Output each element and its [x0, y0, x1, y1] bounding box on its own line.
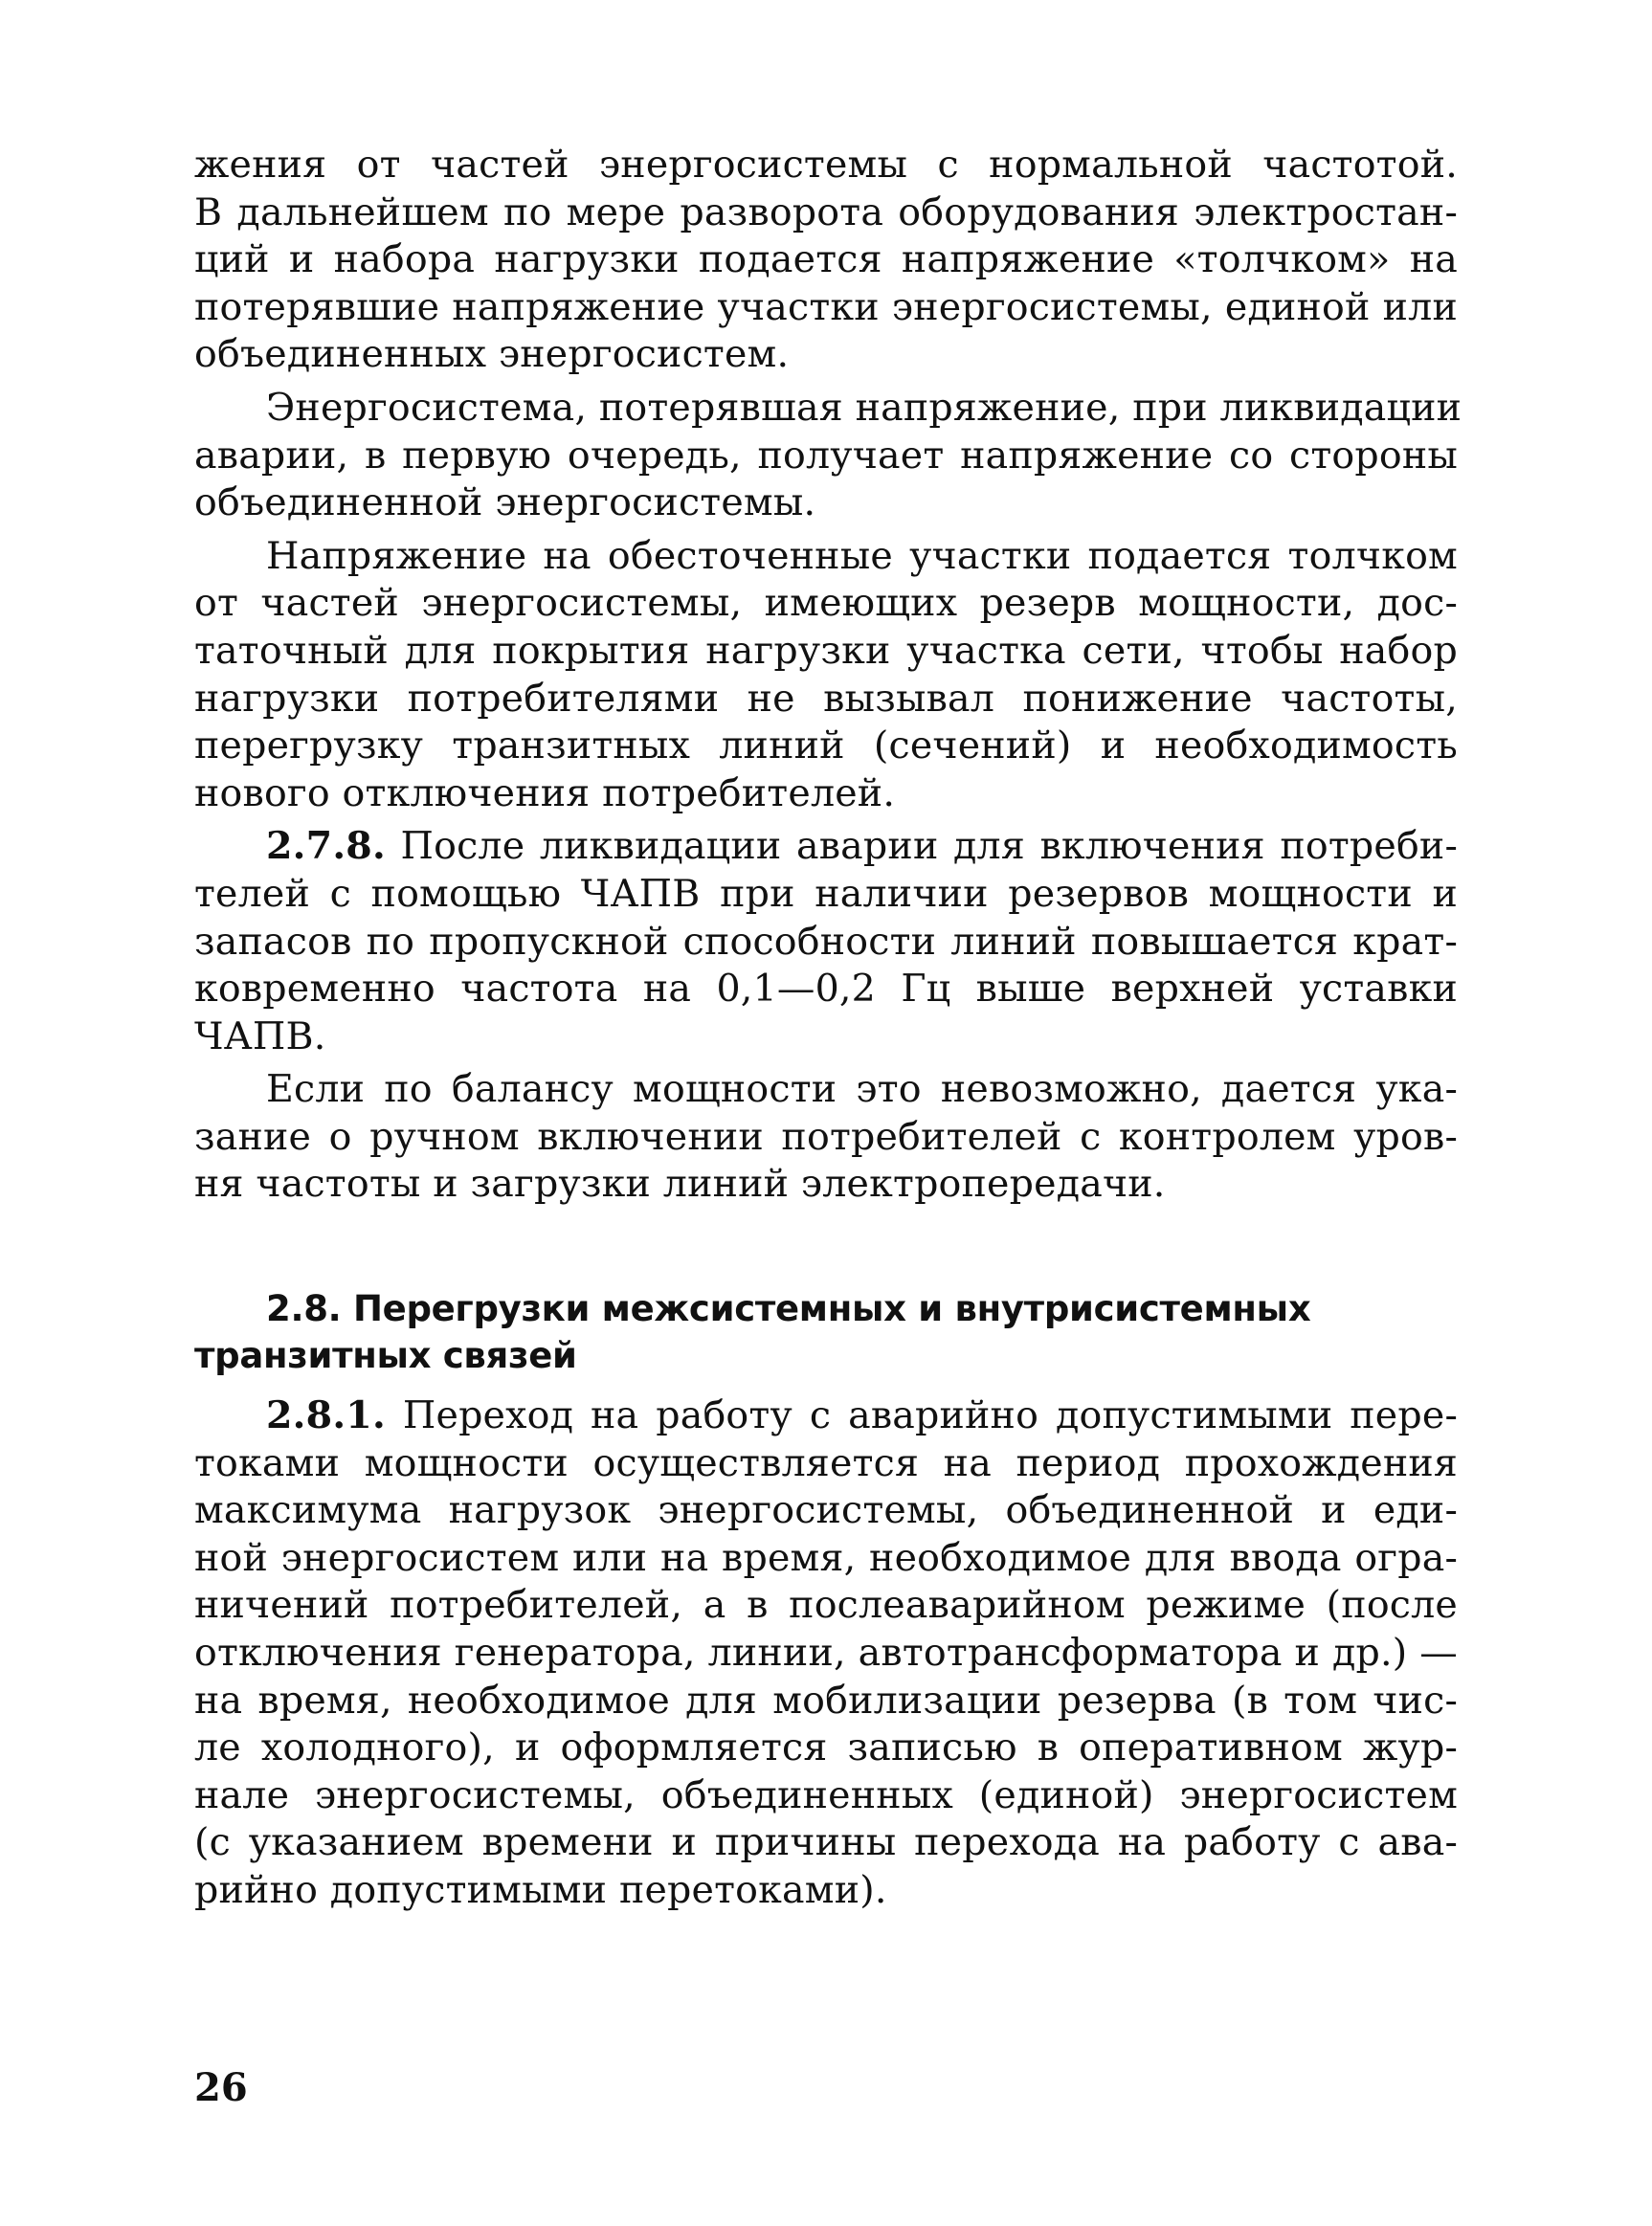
text-line: В дальнейшем по мере разворота оборудования электростан- [194, 189, 1458, 234]
text-run: После ликвидации аварии для включения потреби- [385, 824, 1458, 869]
paragraph-2-7-8 [194, 823, 1458, 1060]
text-line: ничений потребителей, а в послеаварийном режиме (после [194, 1583, 1458, 1628]
text-line: нале энергосистемы, объединенных (единой) энергосистем [194, 1772, 1458, 1817]
paragraph [194, 533, 1458, 818]
text-line: на время, необходимое для мобилизации резерва (в том чис- [194, 1678, 1458, 1723]
paragraph [194, 142, 1458, 379]
text-line: Энергосистема, потерявшая напряжение, при ликвидации [266, 385, 1462, 430]
text-line: ле холодного), и оформляется записью в оперативном жур- [194, 1725, 1458, 1770]
text-line: от частей энергосистемы, имеющих резерв мощности, дос- [194, 581, 1458, 626]
text-line: объединенной энергосистемы. [194, 480, 816, 525]
text-line: аварии, в первую очередь, получает напряжение со стороны [194, 433, 1458, 478]
section-heading [194, 1285, 1458, 1379]
text-line: ЧАПВ. [194, 1013, 326, 1058]
text-line [194, 1392, 1458, 1440]
text-line: нагрузки потребителями не вызывал понижение частоты, [194, 676, 1458, 721]
text-line: ций и набора нагрузки подается напряжение «толчком» на [194, 237, 1458, 282]
body-text [194, 142, 1462, 1915]
text-run: Переход на работу с аварийно допустимыми пере- [385, 1393, 1458, 1438]
text-line: (с указанием времени и причины перехода на работу с ава- [194, 1820, 1458, 1865]
text-line: ковременно частота на 0,1—0,2 Гц выше верхней уставки [194, 967, 1458, 1012]
text-line: объединенных энергосистем. [194, 332, 790, 377]
clause-number: 2.7.8. [266, 824, 386, 869]
paragraph [194, 1066, 1458, 1209]
text-line: ня частоты и загрузки линий электропередачи. [194, 1162, 1166, 1207]
paragraph [194, 385, 1462, 527]
text-line: отключения генератора, линии, автотрансформатора и др.) — [194, 1631, 1458, 1676]
paragraph-2-8-1 [194, 1392, 1458, 1915]
text-line: токами мощности осуществляется на период прохождения [194, 1440, 1458, 1485]
text-line: Напряжение на обесточенные участки подается толчком [266, 533, 1458, 578]
text-line: максимума нагрузок энергосистемы, объединенной и еди- [194, 1488, 1458, 1533]
text-line [194, 823, 1458, 871]
text-line: ной энергосистем или на время, необходимое для ввода огра- [194, 1535, 1458, 1580]
text-line: Если по балансу мощности это невозможно, дается ука- [266, 1067, 1458, 1112]
heading-line: транзитных связей [194, 1335, 577, 1377]
page-number: 26 [194, 2065, 248, 2110]
text-line: таточный для покрытия нагрузки участка сети, чтобы набор [194, 628, 1458, 673]
text-line: телей с помощью ЧАПВ при наличии резервов мощности и [194, 871, 1458, 916]
heading-line: 2.8. Перегрузки межсистемных и внутрисистемных [266, 1288, 1311, 1330]
clause-number: 2.8.1. [266, 1393, 386, 1438]
text-line: потерявшие напряжение участки энергосистемы, единой или [194, 284, 1458, 329]
text-line: жения от частей энергосистемы с нормальной частотой. [194, 143, 1458, 187]
text-line: зание о ручном включении потребителей с контролем уров- [194, 1114, 1458, 1159]
text-line: рийно допустимыми перетоками). [194, 1868, 887, 1912]
text-line: перегрузку транзитных линий (сечений) и необходимость [194, 723, 1458, 768]
text-line: нового отключения потребителей. [194, 770, 896, 815]
text-line: запасов по пропускной способности линий повышается крат- [194, 919, 1458, 964]
